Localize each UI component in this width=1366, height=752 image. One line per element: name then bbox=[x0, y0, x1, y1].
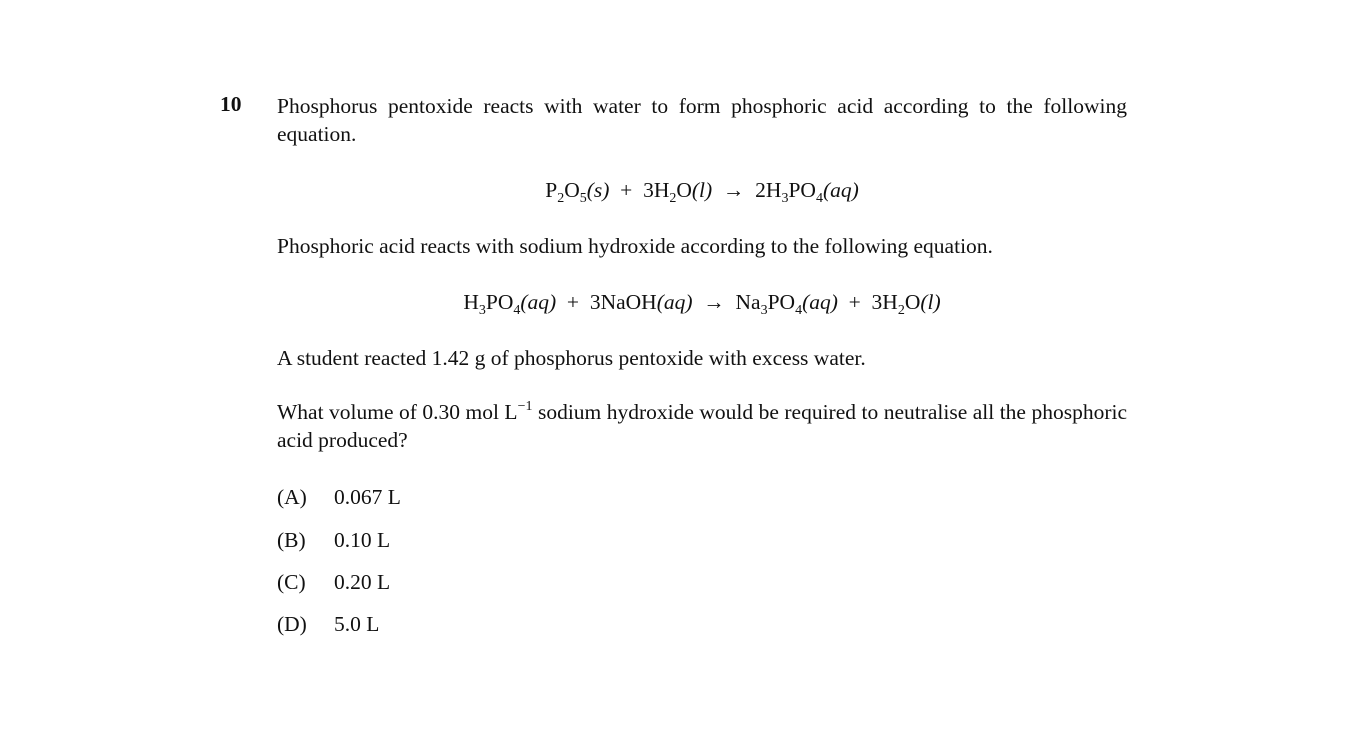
option-c[interactable] bbox=[277, 568, 390, 596]
second-reaction-text: Phosphoric acid reacts with sodium hydroxide according to the following equation. bbox=[277, 234, 993, 258]
option-text: 0.067 L bbox=[334, 485, 401, 509]
option-text: 0.10 L bbox=[334, 528, 391, 552]
option-letter: (D) bbox=[277, 612, 307, 636]
question-prompt: What volume of 0.30 mol $L^{-1}$ sodium hydroxide would be required to neutralise all the phosphoric acid produced? bbox=[277, 399, 1127, 452]
option-letter: (C) bbox=[277, 570, 306, 594]
reaction-arrow: → bbox=[703, 290, 725, 314]
option-d[interactable] bbox=[277, 610, 379, 638]
reaction-arrow: → bbox=[722, 178, 745, 202]
equation-1: $P_2O_5(s) + 3H_2O(l) \to 2H_3PO_4(aq)$ bbox=[545, 178, 859, 206]
option-letter: (A) bbox=[277, 485, 307, 509]
option-text: 5.0 L bbox=[334, 612, 380, 636]
question-intro: Phosphorus pentoxide reacts with water to form phosphoric acid according to the following equation. bbox=[277, 94, 1127, 146]
option-a[interactable] bbox=[277, 483, 401, 511]
statement-text: A student reacted 1.42 g of phosphorus pentoxide with excess water. bbox=[277, 346, 866, 370]
option-text: 0.20 L bbox=[334, 570, 391, 594]
option-b[interactable] bbox=[277, 526, 390, 554]
option-letter: (B) bbox=[277, 528, 306, 552]
equation-2: $H_3PO_4(aq)$ + 3NaOH(aq) → $Na_3PO_4(aq) + 3H_2O(l)$ bbox=[463, 290, 941, 318]
question-number: 10 bbox=[220, 92, 242, 116]
